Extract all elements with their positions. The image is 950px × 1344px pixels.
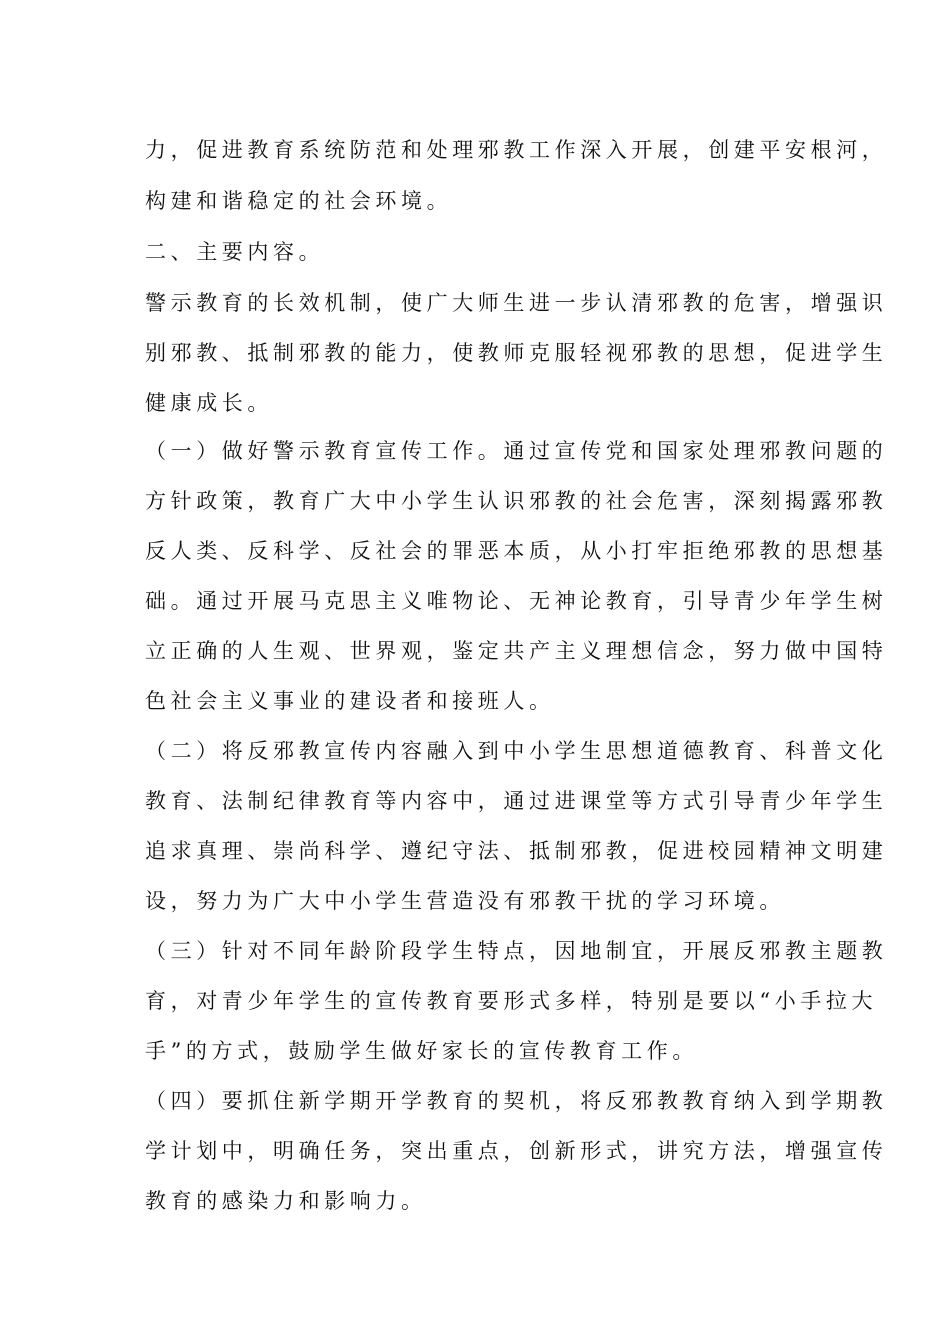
paragraph-intro-line-1: 力，促进教育系统防范和处理邪教工作深入开展，创建平安根河，: [145, 138, 888, 162]
paragraph-item-2-line-3: 追求真理、崇尚科学、遵纪守法、抵制邪教，促进校园精神文明建: [145, 839, 888, 863]
paragraph-item-3-line-1: （三）针对不同年龄阶段学生特点，因地制宜，开展反邪教主题教: [145, 939, 888, 963]
paragraph-item-2-line-1: （二）将反邪教宣传内容融入到中小学生思想道德教育、科普文化: [145, 739, 888, 763]
paragraph-item-3-line-2: 育，对青少年学生的宣传教育要形式多样，特别是要以“小手拉大: [145, 989, 878, 1013]
paragraph-item-1-line-2: 方针政策，教育广大中小学生认识邪教的社会危害，深刻揭露邪教: [145, 489, 888, 513]
section-heading-main-content: 二、主要内容。: [145, 240, 325, 264]
paragraph-item-2-line-4: 设，努力为广大中小学生营造没有邪教干扰的学习环境。: [145, 889, 785, 913]
paragraph-summary-line-1: 警示教育的长效机制，使广大师生进一步认清邪教的危害，增强识: [145, 291, 888, 315]
paragraph-item-1-line-4: 础。通过开展马克思主义唯物论、无神论教育，引导青少年学生树: [145, 589, 888, 613]
paragraph-intro-line-2: 构建和谐稳定的社会环境。: [145, 189, 453, 213]
paragraph-item-1-line-6: 色社会主义事业的建设者和接班人。: [145, 689, 555, 713]
paragraph-item-4-line-1: （四）要抓住新学期开学教育的契机，将反邪教教育纳入到学期教: [145, 1089, 888, 1113]
paragraph-item-3-line-3: 手”的方式，鼓励学生做好家长的宣传教育工作。: [145, 1039, 698, 1063]
paragraph-summary-line-3: 健康成长。: [145, 391, 273, 415]
paragraph-item-1-line-3: 反人类、反科学、反社会的罪恶本质，从小打牢拒绝邪教的思想基: [145, 539, 888, 563]
paragraph-item-4-line-3: 教育的感染力和影响力。: [145, 1189, 427, 1213]
paragraph-item-4-line-2: 学计划中，明确任务，突出重点，创新形式，讲究方法，增强宣传: [145, 1139, 888, 1163]
paragraph-item-1-line-5: 立正确的人生观、世界观，鉴定共产主义理想信念，努力做中国特: [145, 639, 888, 663]
paragraph-summary-line-2: 别邪教、抵制邪教的能力，使教师克服轻视邪教的思想，促进学生: [145, 341, 888, 365]
paragraph-item-1-line-1: （一）做好警示教育宣传工作。通过宣传党和国家处理邪教问题的: [145, 439, 888, 463]
paragraph-item-2-line-2: 教育、法制纪律教育等内容中，通过进课堂等方式引导青少年学生: [145, 789, 888, 813]
